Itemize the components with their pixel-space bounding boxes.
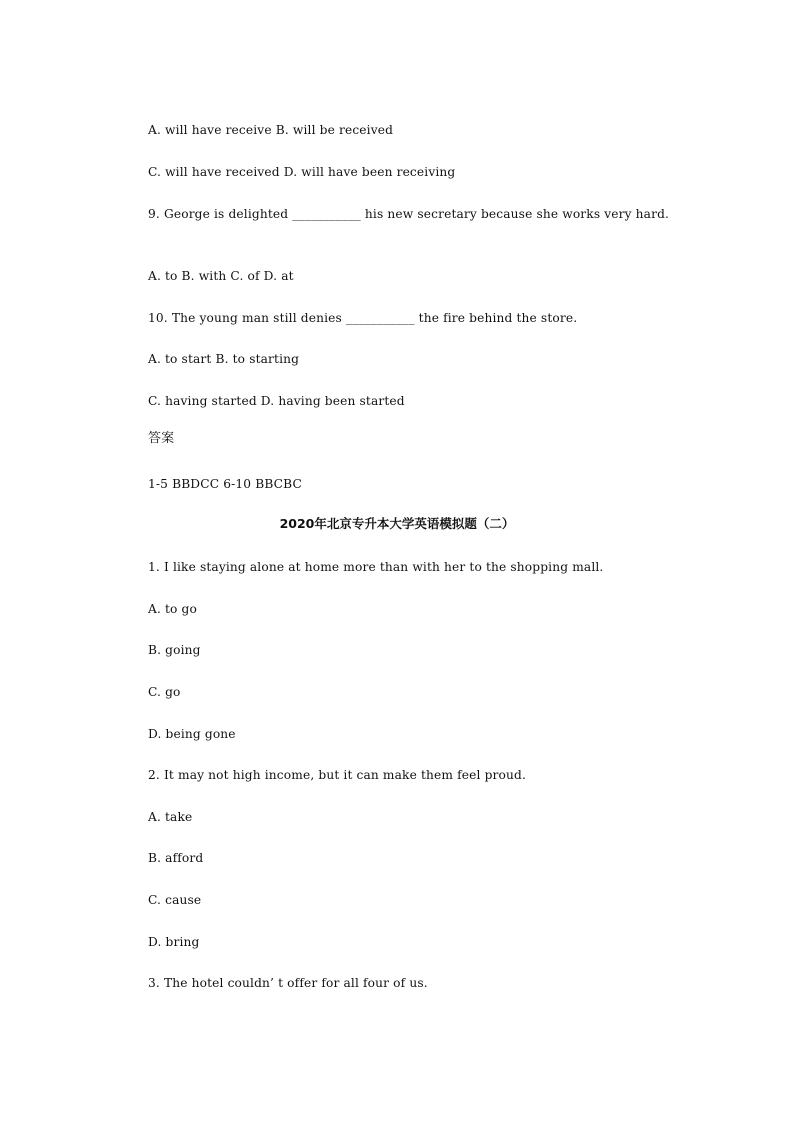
question-1-stem: 1. I like staying alone at home more than with her to the shopping mall. <box>148 560 604 574</box>
question-9-options: A. to B. with C. of D. at <box>148 269 294 283</box>
question-1-option-d: D. being gone <box>148 727 236 741</box>
question-10-stem: 10. The young man still denies ___________ the fire behind the store. <box>148 311 578 325</box>
question-1-option-c: C. go <box>148 685 181 699</box>
question-8-options-cd: C. will have received D. will have been receiving <box>148 165 456 179</box>
answer-heading: 答案 <box>148 431 175 446</box>
question-2-option-a: A. take <box>148 810 193 824</box>
question-9-stem: 9. George is delighted ___________ his new secretary because she works very hard. <box>148 207 670 221</box>
question-1-option-b: B. going <box>148 643 201 657</box>
question-8-options-ab: A. will have receive B. will be received <box>148 123 394 137</box>
question-10-options-ab: A. to start B. to starting <box>148 352 300 366</box>
question-10-options-cd: C. having started D. having been started <box>148 394 405 408</box>
question-1-option-a: A. to go <box>148 602 197 616</box>
question-2-stem: 2. It may not high income, but it can make them feel proud. <box>148 768 526 782</box>
question-2-option-d: D. bring <box>148 935 200 949</box>
question-2-option-b: B. afford <box>148 851 204 865</box>
section-title: 2020年北京专升本大学英语模拟题（二） <box>279 516 515 531</box>
question-3-stem: 3. The hotel couldn’ t offer for all four of us. <box>148 976 428 990</box>
answer-key: 1-5 BBDCC 6-10 BBCBC <box>148 477 302 491</box>
question-2-option-c: C. cause <box>148 893 202 907</box>
